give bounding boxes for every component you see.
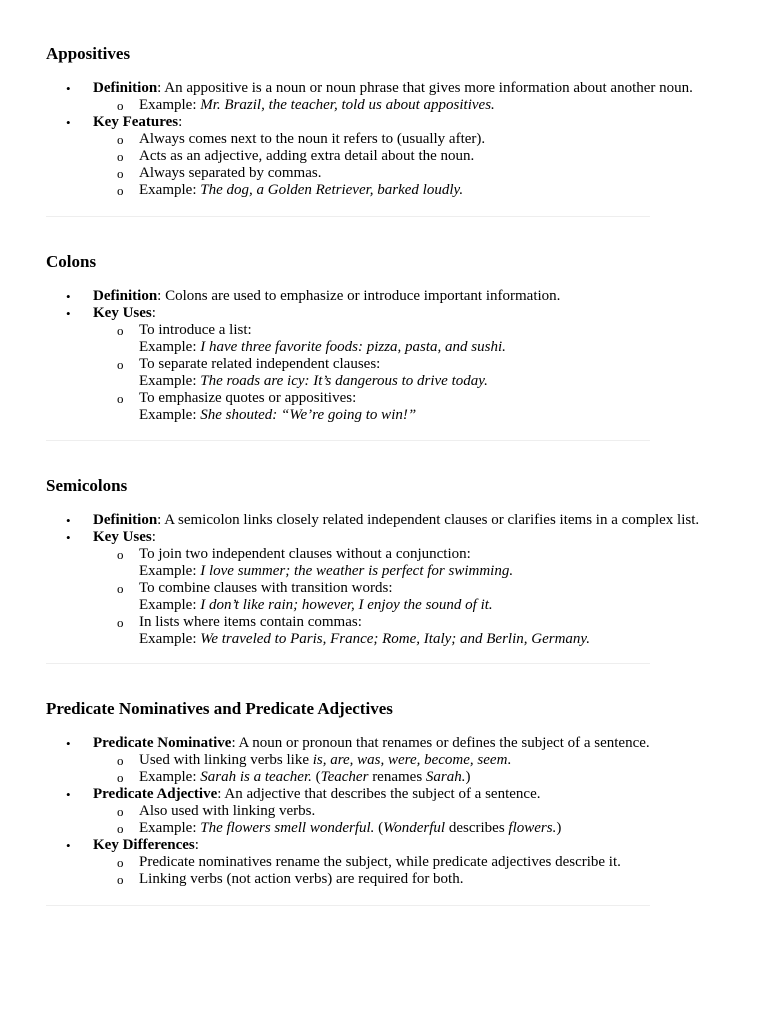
example-prefix: Example: (139, 373, 201, 389)
sub-list-item (93, 580, 766, 614)
example-prefix: Example: (139, 631, 201, 647)
note-text: Also used with linking verbs. (139, 803, 316, 819)
bullet-list (46, 80, 766, 199)
sub-bullet-marker: o (117, 149, 124, 164)
note-text: Used with linking verbs like (139, 752, 313, 768)
bullet-list (46, 735, 766, 888)
example-text: The flowers smell wonderful. (200, 820, 375, 836)
definition-text: : Colons are used to emphasize or introduce important information. (157, 288, 561, 304)
definition-text: : A noun or pronoun that renames or defines the subject of a sentence. (231, 735, 650, 751)
example-line (139, 373, 766, 390)
section-semicolons (46, 476, 766, 648)
bullet-list (46, 512, 766, 648)
difference-text: Linking verbs (not action verbs) are required for both. (139, 871, 464, 887)
bullet-marker: • (66, 838, 71, 853)
example-verb: renames (368, 769, 426, 785)
sub-list-item (93, 546, 766, 580)
use-label: To introduce a list: (139, 322, 252, 338)
section-title: Colons (46, 252, 97, 271)
list-item (46, 837, 766, 888)
section-title: Predicate Nominatives and Predicate Adjectives (46, 699, 393, 718)
sub-list-item (93, 820, 766, 837)
section-colons (46, 252, 766, 424)
example-prefix: Example: (139, 769, 201, 785)
sub-list-item (93, 390, 766, 424)
section-divider (46, 905, 650, 906)
definition-text: : An adjective that describes the subject of a sentence. (217, 786, 541, 802)
term-label: Key Uses (93, 305, 152, 321)
example-paren-open: ( (374, 820, 384, 836)
sub-bullet-marker: o (117, 132, 124, 147)
example-prefix: Example: (139, 597, 201, 613)
sub-bullet-marker: o (117, 872, 124, 887)
example-line (139, 563, 766, 580)
term-label: Predicate Adjective (93, 786, 218, 802)
sub-bullet-marker: o (117, 323, 124, 338)
example-text: Mr. Brazil, the teacher, told us about appositives. (200, 97, 495, 113)
sub-bullet-marker: o (117, 357, 124, 372)
term-label: Predicate Nominative (93, 735, 232, 751)
feature-text: Always separated by commas. (139, 165, 322, 181)
feature-text: Always comes next to the noun it refers to (usually after). (139, 131, 486, 147)
example-text: I have three favorite foods: pizza, pasta, and sushi. (200, 339, 506, 355)
sub-list-item (93, 614, 766, 648)
use-label: To separate related independent clauses: (139, 356, 381, 372)
note-end: . (507, 752, 512, 768)
example-paren-close: ) (556, 820, 562, 836)
sub-bullet-marker: o (117, 855, 124, 870)
example-line (139, 339, 766, 356)
sub-bullet-marker: o (117, 547, 124, 562)
bullet-marker: • (66, 513, 71, 528)
bullet-marker: • (66, 736, 71, 751)
example-paren-open: ( (311, 769, 321, 785)
sub-list (93, 854, 766, 888)
sub-list (93, 803, 766, 837)
term-label: Key Uses (93, 529, 152, 545)
feature-text: Acts as an adjective, adding extra detail about the noun. (139, 148, 475, 164)
sub-list-item (93, 322, 766, 356)
bullet-marker: • (66, 289, 71, 304)
list-item (46, 80, 766, 114)
sub-list-item (93, 182, 766, 199)
example-line (139, 597, 766, 614)
linking-verbs: is, are, was, were, become, seem (312, 752, 508, 768)
example-prefix: Example: (139, 182, 201, 198)
sub-bullet-marker: o (117, 581, 124, 596)
sub-list (93, 131, 766, 199)
example-text: Sarah is a teacher. (200, 769, 312, 785)
section-divider (46, 216, 650, 217)
example-text: I don’t like rain; however, I enjoy the sound of it. (200, 597, 493, 613)
definition-text: : An appositive is a noun or noun phrase that gives more information about another noun. (157, 80, 693, 96)
use-label: To emphasize quotes or appositives: (139, 390, 357, 406)
list-item (46, 529, 766, 648)
section-divider (46, 440, 650, 441)
list-item (46, 288, 766, 305)
sub-list-item (93, 854, 766, 871)
section-title: Semicolons (46, 476, 128, 495)
list-item (46, 305, 766, 424)
section-divider (46, 663, 650, 664)
example-text: She shouted: “We’re going to win!” (200, 407, 417, 423)
example-line (139, 407, 766, 424)
term-colon: : (151, 305, 156, 321)
term-label: Definition (93, 512, 158, 528)
term-colon: : (194, 837, 199, 853)
list-item (46, 512, 766, 529)
list-item (46, 735, 766, 786)
example-word: Teacher (320, 769, 369, 785)
bullet-marker: • (66, 787, 71, 802)
example-line (139, 631, 766, 648)
sub-list-item (93, 148, 766, 165)
example-prefix: Example: (139, 97, 201, 113)
sub-list-item (93, 752, 766, 769)
example-text: The roads are icy: It’s dangerous to drive today. (200, 373, 488, 389)
example-paren-close: ) (465, 769, 471, 785)
example-prefix: Example: (139, 407, 201, 423)
bullet-marker: • (66, 115, 71, 130)
term-label: Definition (93, 80, 158, 96)
term-label: Key Differences (93, 837, 195, 853)
example-prefix: Example: (139, 563, 201, 579)
list-item (46, 786, 766, 837)
term-label: Definition (93, 288, 158, 304)
sub-list-item (93, 871, 766, 888)
example-verb: describes (445, 820, 509, 836)
sub-bullet-marker: o (117, 753, 124, 768)
example-word: Wonderful (383, 820, 446, 836)
term-colon: : (178, 114, 183, 130)
bullet-marker: • (66, 81, 71, 96)
sub-list-item (93, 356, 766, 390)
sub-list-item (93, 97, 766, 114)
example-prefix: Example: (139, 339, 201, 355)
definition-text: : A semicolon links closely related independent clauses or clarifies items in a complex list. (157, 512, 700, 528)
example-text: The dog, a Golden Retriever, barked loudly. (200, 182, 464, 198)
example-word: Sarah. (425, 769, 466, 785)
sub-bullet-marker: o (117, 183, 124, 198)
sub-bullet-marker: o (117, 821, 124, 836)
sub-bullet-marker: o (117, 166, 124, 181)
section-title: Appositives (46, 44, 131, 63)
sub-list-item (93, 769, 766, 786)
bullet-marker: • (66, 306, 71, 321)
use-label: To combine clauses with transition words: (139, 580, 393, 596)
example-prefix: Example: (139, 820, 201, 836)
sub-list (93, 322, 766, 424)
term-colon: : (151, 529, 156, 545)
sub-list-item (93, 131, 766, 148)
section-appositives (46, 44, 766, 199)
sub-bullet-marker: o (117, 98, 124, 113)
sub-bullet-marker: o (117, 615, 124, 630)
sub-list (93, 97, 766, 114)
sub-bullet-marker: o (117, 391, 124, 406)
difference-text: Predicate nominatives rename the subject, while predicate adjectives describe it. (139, 854, 621, 870)
use-label: To join two independent clauses without a conjunction: (139, 546, 471, 562)
example-text: I love summer; the weather is perfect for swimming. (200, 563, 514, 579)
bullet-list (46, 288, 766, 424)
sub-list (93, 546, 766, 648)
example-text: We traveled to Paris, France; Rome, Italy; and Berlin, Germany. (200, 631, 591, 647)
sub-bullet-marker: o (117, 770, 124, 785)
section-predicates (46, 699, 766, 888)
sub-bullet-marker: o (117, 804, 124, 819)
sub-list-item (93, 165, 766, 182)
term-label: Key Features (93, 114, 179, 130)
sub-list-item (93, 803, 766, 820)
list-item (46, 114, 766, 199)
bullet-marker: • (66, 530, 71, 545)
sub-list (93, 752, 766, 786)
example-word: flowers. (508, 820, 557, 836)
use-label: In lists where items contain commas: (139, 614, 362, 630)
